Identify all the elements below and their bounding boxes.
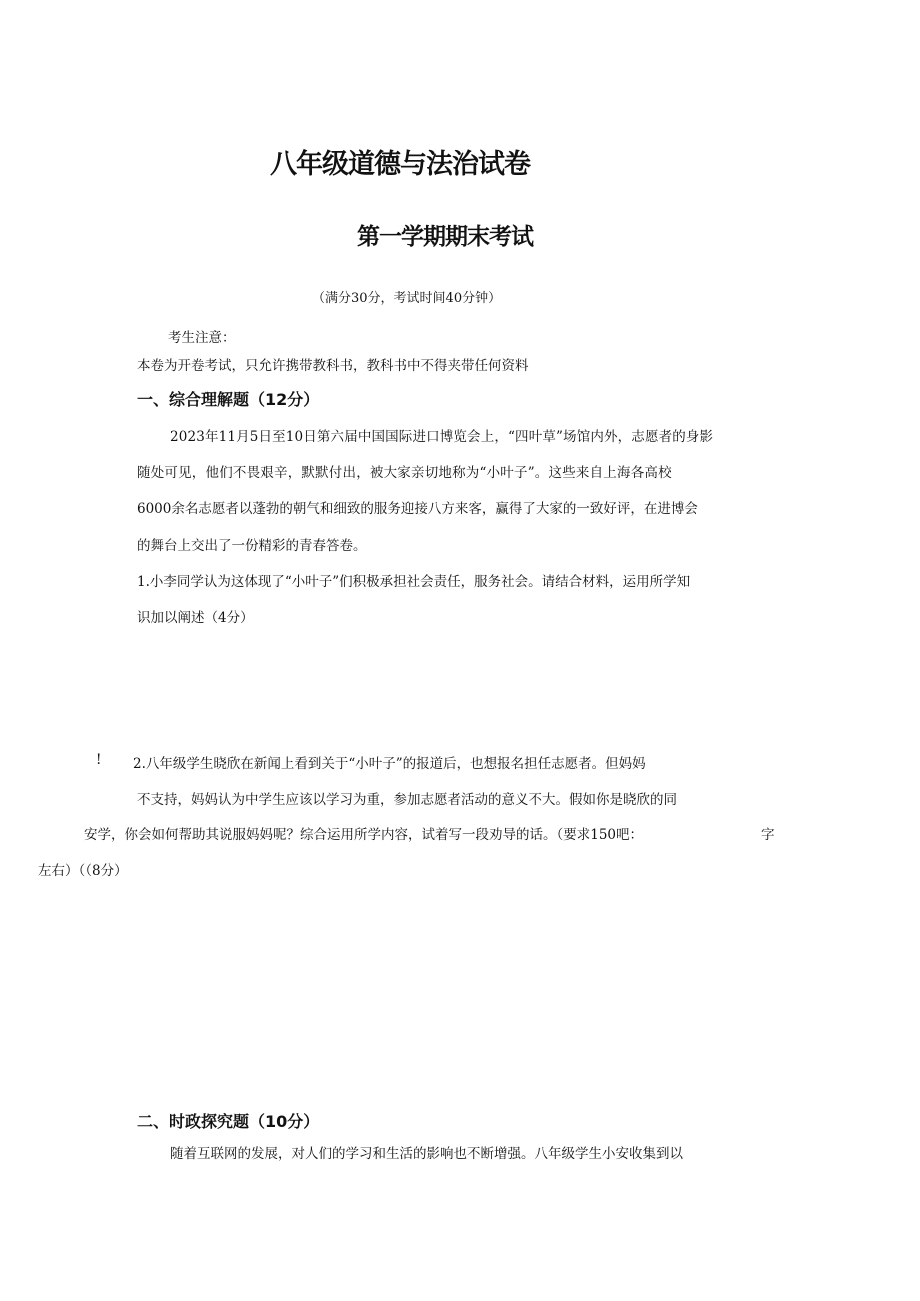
question-2-line-2: 不支持，妈妈认为中学生应该以学习为重，参加志愿者活动的意义不大。假如你是晓欣的同 xyxy=(137,792,677,808)
margin-mark: ! xyxy=(96,752,102,768)
material-line-2: 随处可见，他们不畏艰辛，默默付出，被大家亲切地称为“小叶子”。这些来自上海各高校 xyxy=(137,465,672,481)
notice-text: 本卷为开卷考试，只允许携带教科书，教科书中不得夹带任何资料 xyxy=(137,358,529,374)
exam-title: 八年级道德与法治试卷 xyxy=(270,149,530,180)
section-2-material-line-1: 随着互联网的发展，对人们的学习和生活的影响也不断增强。八年级学生小安收集到以 xyxy=(170,1146,683,1162)
question-1-line-2: 识加以阐述（4分） xyxy=(137,610,254,626)
question-2-line-3-tail: 字 xyxy=(761,827,775,843)
score-time-note: （满分30分，考试时间40分钟） xyxy=(312,291,502,306)
section-2-heading: 二、时政探究题（10分） xyxy=(137,1112,320,1131)
exam-subtitle: 第一学期期末考试 xyxy=(357,224,533,250)
question-2-line-1: 2.八年级学生晓欣在新闻上看到关于“小叶子”的报道后，也想报名担任志愿者。但妈妈 xyxy=(133,756,646,772)
section-1-heading: 一、综合理解题（12分） xyxy=(137,390,320,409)
material-line-1: 2023年11月5日至10日第六届中国国际进口博览会上，“四叶草”场馆内外，志愿者的身影 xyxy=(170,429,714,445)
material-line-4: 的舞台上交出了一份精彩的青春答卷。 xyxy=(137,538,367,554)
question-1-line-1: 1.小李同学认为这体现了“小叶子”们积极承担社会责任，服务社会。请结合材料，运用所学知 xyxy=(137,574,691,590)
material-line-3: 6000余名志愿者以蓬勃的朝气和细致的服务迎接八方来客，赢得了大家的一致好评，在进博会 xyxy=(137,501,698,517)
question-2-line-3: 安学，你会如何帮助其说服妈妈呢？综合运用所学内容，试着写一段劝导的话。（要求150吧： xyxy=(84,827,644,843)
notice-heading: 考生注意： xyxy=(168,330,236,346)
question-2-line-4: 左右）（（8分） xyxy=(38,863,128,879)
